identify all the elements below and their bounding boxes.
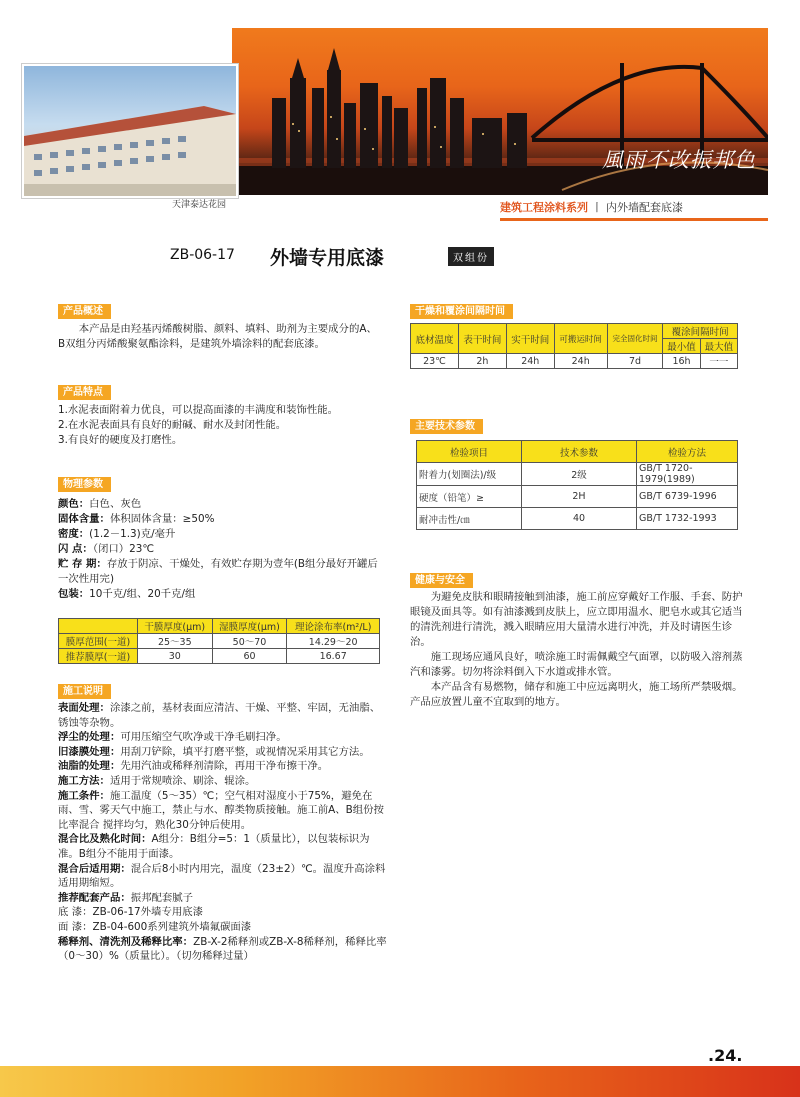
drying-interval-table [410, 323, 738, 369]
table-row: 附着力(划圈法)/级 2级 GB/T 1720-1979(1989) [417, 463, 738, 486]
construction-instructions [58, 701, 388, 964]
instruction-item: 浮尘的处理：可用压缩空气吹净或干净毛刷扫净。 [58, 731, 287, 744]
instruction-item: 面 漆：ZB-04-600系列建筑外墙氟碳面漆 [58, 920, 252, 933]
features-list [58, 403, 378, 448]
table-row: 膜厚范围(一道) 25～35 50～70 14.29～20 [59, 634, 380, 649]
instruction-item: 混合后适用期：混合后8小时内用完，温度（23±2）℃。温度升高涂料适用期缩短。 [58, 862, 386, 890]
instruction-item: 施工条件：施工温度（5～35）℃；空气相对湿度小于75%，避免在雨、雪、雾天气中施工，禁止与水、醇类物质接触。施工前A、B组份按比率混合 搅拌均匀，熟化30分钟后使用。 [58, 789, 384, 831]
table-row: 23℃ 2h 24h 24h 7d 16h 一一 [411, 354, 738, 369]
safety-text [410, 590, 744, 710]
instruction-item: 推荐配套产品：振邦配套腻子 [58, 891, 194, 904]
series-title [500, 199, 683, 215]
list-item: 1.水泥表面附着力优良，可以提高面漆的丰满度和装饰性能。 [58, 404, 339, 416]
building-photo [22, 64, 238, 198]
table-row: 耐冲击性/㎝ 40 GB/T 1732-1993 [417, 508, 738, 530]
section-heading-tech: 主要技术参数 [410, 419, 483, 434]
page-number: .24. [708, 1046, 743, 1065]
table-subheader-row: 最小值 最大值 [411, 339, 738, 354]
brand-slogan: 風雨不改振邦色 [602, 148, 756, 172]
overview-text: 本产品是由羟基丙烯酸树脂、颜料、填料、助剂为主要成分的A、B双组分丙烯酸聚氨酯涂料，是建筑外墙涂料的配套底漆。 [58, 323, 377, 350]
section-heading-physical: 物理参数 [58, 477, 111, 492]
table-row: 推荐膜厚(一道) 30 60 16.67 [59, 649, 380, 664]
safety-paragraph: 本产品含有易燃物，储存和施工中应远离明火，施工场所严禁吸烟。产品应放置儿童不宜取到的地方。 [410, 681, 743, 708]
table-header-row: 干膜厚度(μm) 湿膜厚度(μm) 理论涂布率(m²/L) [59, 619, 380, 634]
instruction-item: 底 漆：ZB-06-17外墙专用底漆 [58, 906, 204, 919]
param-color: 颜色：白色、灰色 [58, 498, 142, 510]
series-divider: 丨 [591, 201, 603, 214]
product-name: 外墙专用底漆 [270, 247, 385, 269]
instruction-item: 混合比及熟化时间：A组分：B组分=5：1（质量比），以包装标识为准。B组分不能用于面漆。 [58, 833, 370, 860]
param-storage: 贮 存 期：存放于阴凉、干燥处，有效贮存期为壹年(B组分最好开罐后一次性用完) [58, 558, 378, 585]
section-heading-interval: 干燥和覆涂间隔时间 [410, 304, 513, 319]
section-heading-safety: 健康与安全 [410, 573, 473, 588]
footer-bar [0, 1066, 800, 1097]
photo-caption: 天津泰达花园 [172, 200, 227, 210]
table-row: 硬度（铅笔）≥ 2H GB/T 6739-1996 [417, 486, 738, 508]
safety-paragraph: 施工现场应通风良好，喷涂施工时需佩戴空气面罩，以防吸入溶剂蒸汽和漆雾。切勿将涂料倒入下水道或排水管。 [410, 651, 743, 678]
list-item: 2.在水泥表面具有良好的耐碱、耐水及封闭性能。 [58, 419, 287, 431]
instruction-item: 旧漆膜处理：用刮刀铲除，填平打磨平整，或视情况采用其它方法。 [58, 745, 370, 758]
series-name: 内外墙配套底漆 [606, 201, 683, 214]
section-heading-overview: 产品概述 [58, 304, 111, 319]
series-category: 建筑工程涂料系列 [500, 201, 588, 214]
table-header-row: 检验项目 技术参数 检验方法 [417, 441, 738, 463]
film-thickness-table [58, 618, 380, 664]
table-header-row: 底材温度 表干时间 实干时间 可搬运时间 完全固化时间 覆涂间隔时间 [411, 324, 738, 339]
list-item: 3.有良好的硬度及打磨性。 [58, 434, 183, 446]
physical-params [58, 497, 380, 602]
tech-params-table [416, 440, 738, 530]
param-solid: 固体含量：体积固体含量：≥50% [58, 513, 215, 525]
section-heading-features: 产品特点 [58, 385, 111, 400]
param-package: 包装：10千克/组、20千克/组 [58, 588, 196, 600]
component-badge: 双组份 [448, 247, 494, 266]
instruction-item: 施工方法：适用于常规喷涂、刷涂、辊涂。 [58, 774, 256, 787]
instruction-item: 油脂的处理：先用汽油或稀释剂清除，再用干净布擦干净。 [58, 760, 329, 773]
param-density: 密度：(1.2－1.3)克/毫升 [58, 528, 176, 540]
instruction-item: 稀释剂、清洗剂及稀释比率：ZB-X-2稀释剂或ZB-X-8稀释剂，稀释比率（0～30）%（质量比）。（切勿稀释过量） [58, 935, 387, 963]
product-code: ZB-06-17 [170, 247, 235, 263]
divider [500, 218, 768, 221]
section-heading-construction: 施工说明 [58, 684, 111, 699]
safety-paragraph: 为避免皮肤和眼睛接触到油漆，施工前应穿戴好工作服、手套、防护眼镜及面具等。如有油漆溅到皮肤上，应立即用温水、肥皂水或其它适当的清洗剂进行清洗，溅入眼睛应用大量清水进行冲洗，并及时请医生诊治。 [410, 591, 743, 648]
instruction-item: 表面处理：涂漆之前，基材表面应清洁、干燥、平整、牢固，无油脂、锈蚀等杂物。 [58, 702, 381, 729]
param-flash-point: 闪 点：（闭口）23℃ [58, 543, 155, 555]
